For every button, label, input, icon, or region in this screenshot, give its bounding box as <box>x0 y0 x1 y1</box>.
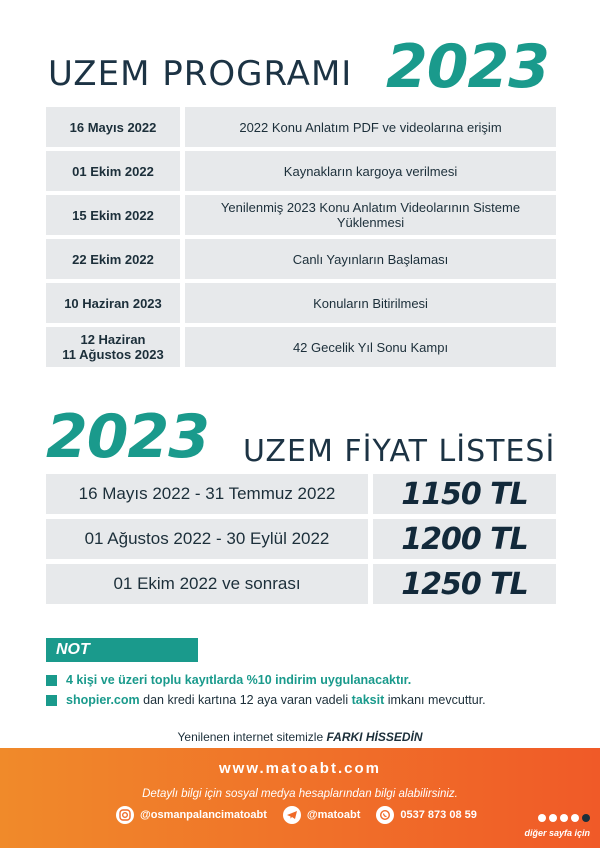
price-value: 1200 TL <box>373 519 556 559</box>
schedule-date: 10 Haziran 2023 <box>46 283 180 323</box>
price-list-title <box>46 402 566 472</box>
schedule-date: 01 Ekim 2022 <box>46 151 180 191</box>
schedule-row <box>46 151 556 191</box>
schedule-description: 42 Gecelik Yıl Sonu Kampı <box>185 327 556 367</box>
schedule-description: 2022 Konu Anlatım PDF ve videolarına erişim <box>185 107 556 147</box>
note-installment-end: imkanı mevcuttur. <box>384 693 486 707</box>
page-dot <box>560 814 568 822</box>
schedule-description: Konuların Bitirilmesi <box>185 283 556 323</box>
note-discount-text: 4 kişi ve üzeri toplu kayıtlarda %10 indirim uygulanacaktır. <box>66 673 412 687</box>
bullet-square-icon <box>46 695 57 706</box>
tagline-text: Yenilenen internet sitemizle <box>177 730 327 744</box>
schedule-description: Canlı Yayınların Başlaması <box>185 239 556 279</box>
tagline <box>0 730 600 744</box>
program-title <box>48 32 568 102</box>
price-row <box>46 564 556 604</box>
schedule-row <box>46 107 556 147</box>
price-row <box>46 474 556 514</box>
price-range: 01 Ekim 2022 ve sonrası <box>46 564 368 604</box>
page-dot <box>571 814 579 822</box>
note-installment-text: dan kredi kartına 12 aya varan vadeli <box>139 693 352 707</box>
page-dot <box>549 814 557 822</box>
instagram-link[interactable] <box>116 806 267 824</box>
shopier-link[interactable]: shopier.com <box>66 693 140 707</box>
whatsapp-icon <box>376 806 394 824</box>
next-page-label[interactable]: diğer sayfa için <box>524 828 590 838</box>
schedule-date: 15 Ekim 2022 <box>46 195 180 235</box>
page-dot-active <box>582 814 590 822</box>
instagram-icon <box>116 806 134 824</box>
price-list-title-text: UZEM FİYAT LİSTESİ <box>243 434 556 469</box>
schedule-date: 22 Ekim 2022 <box>46 239 180 279</box>
note-installment <box>46 693 486 707</box>
price-value: 1250 TL <box>373 564 556 604</box>
schedule-date: 12 Haziran 11 Ağustos 2023 <box>46 327 180 367</box>
telegram-link[interactable] <box>283 806 361 824</box>
tagline-bold: FARKI HİSSEDİN <box>326 730 423 744</box>
website-link[interactable]: www.matoabt.com <box>219 760 381 777</box>
schedule-table <box>46 107 556 371</box>
price-value: 1150 TL <box>373 474 556 514</box>
telegram-handle: @matoabt <box>306 809 361 821</box>
program-title-year: 2023 <box>386 32 549 102</box>
telegram-icon <box>283 806 301 824</box>
installment-highlight: taksit <box>351 693 385 707</box>
footer-info: Detaylı bilgi için sosyal medya hesaplarından bilgi alabilirsiniz. <box>142 788 458 800</box>
price-range: 01 Ağustos 2022 - 30 Eylül 2022 <box>46 519 368 559</box>
schedule-row <box>46 327 556 367</box>
price-table <box>46 474 556 609</box>
whatsapp-link[interactable] <box>376 806 476 824</box>
schedule-description: Kaynakların kargoya verilmesi <box>185 151 556 191</box>
note-badge: NOT <box>46 638 198 662</box>
note-discount <box>46 673 411 687</box>
price-row <box>46 519 556 559</box>
page-dot <box>538 814 546 822</box>
instagram-handle: @osmanpalancimatoabt <box>140 809 267 821</box>
schedule-row <box>46 283 556 323</box>
schedule-date: 16 Mayıs 2022 <box>46 107 180 147</box>
social-links <box>116 806 477 824</box>
schedule-row <box>46 239 556 279</box>
program-title-text: UZEM PROGRAMI <box>48 54 353 94</box>
bullet-square-icon <box>46 675 57 686</box>
price-range: 16 Mayıs 2022 - 31 Temmuz 2022 <box>46 474 368 514</box>
whatsapp-number: 0537 873 08 59 <box>400 809 477 821</box>
page-dots <box>538 814 590 822</box>
schedule-description: Yenilenmiş 2023 Konu Anlatım Videolarının Sisteme Yüklenmesi <box>185 195 556 235</box>
schedule-row <box>46 195 556 235</box>
footer <box>0 748 600 848</box>
price-list-year: 2023 <box>46 402 209 472</box>
